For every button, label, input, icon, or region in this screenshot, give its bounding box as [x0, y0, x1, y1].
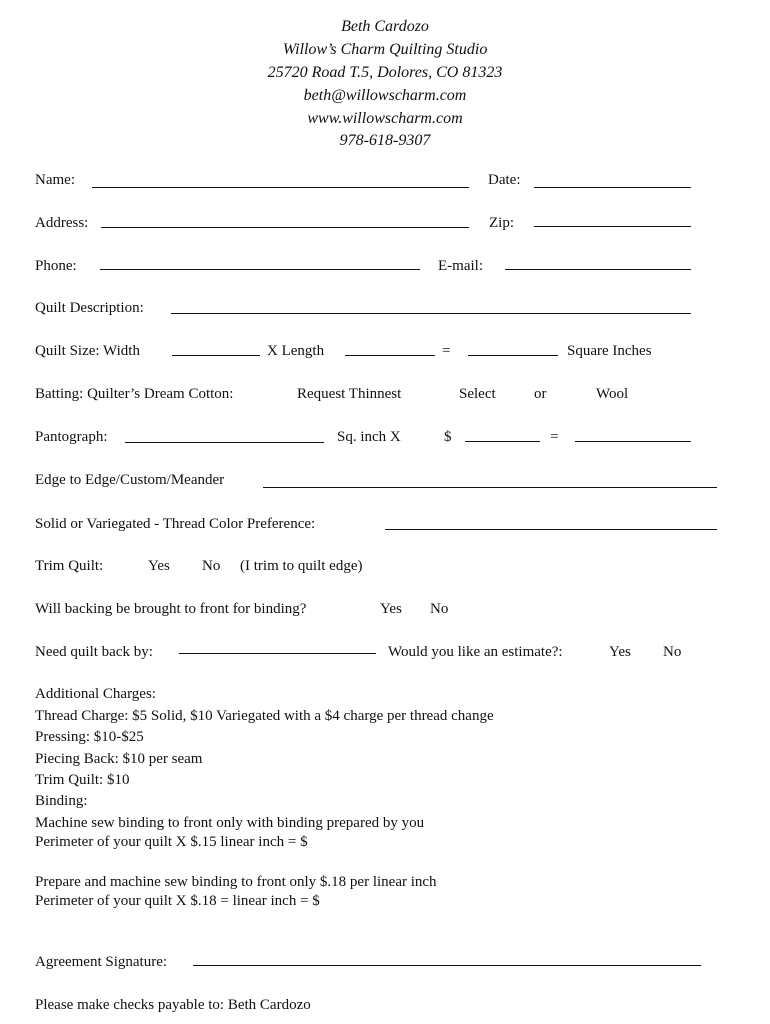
trim-note: (I trim to quilt edge)	[240, 558, 363, 574]
square-inches-field[interactable]	[468, 355, 558, 356]
estimate-no-option[interactable]: No	[663, 644, 682, 660]
signature-field[interactable]	[193, 965, 701, 966]
piecing-charge-text: Piecing Back: $10 per seam	[35, 751, 203, 767]
backing-yes-option[interactable]: Yes	[380, 601, 402, 617]
name-label: Name:	[35, 172, 75, 188]
batting-label: Batting: Quilter’s Dream Cotton:	[35, 386, 234, 402]
quilt-description-label: Quilt Description:	[35, 300, 144, 316]
estimate-yes-option[interactable]: Yes	[609, 644, 631, 660]
perimeter-rate-2-text: Perimeter of your quilt X $.18 = linear inch = $	[35, 893, 320, 909]
trim-quilt-label: Trim Quilt:	[35, 558, 104, 574]
address-field[interactable]	[101, 227, 469, 228]
quilt-width-field[interactable]	[172, 355, 260, 356]
quilt-description-field[interactable]	[171, 313, 691, 314]
sq-inch-x-label: Sq. inch X	[337, 429, 401, 445]
pantograph-total-field[interactable]	[575, 441, 691, 442]
thread-color-label: Solid or Variegated - Thread Color Preference:	[35, 516, 316, 532]
backing-question: Will backing be brought to front for binding?	[35, 601, 307, 617]
trim-yes-option[interactable]: Yes	[148, 558, 170, 574]
machine-sew-binding-text: Machine sew binding to front only with binding prepared by you	[35, 815, 425, 831]
quilt-length-field[interactable]	[345, 355, 435, 356]
dollar-sign: $	[444, 429, 452, 445]
additional-charges-heading: Additional Charges:	[35, 686, 156, 702]
thread-color-field[interactable]	[385, 529, 717, 530]
studio-website: www.willowscharm.com	[307, 110, 463, 127]
studio-name: Willow’s Charm Quilting Studio	[282, 41, 488, 58]
quilt-length-label: X Length	[267, 343, 325, 359]
need-back-by-field[interactable]	[179, 653, 376, 654]
batting-wool-option[interactable]: Wool	[596, 386, 629, 402]
phone-field[interactable]	[100, 269, 420, 270]
pantograph-field[interactable]	[125, 442, 324, 443]
batting-request-thinnest-option[interactable]: Request Thinnest	[297, 386, 402, 402]
studio-email: beth@willowscharm.com	[303, 87, 467, 104]
name-field[interactable]	[92, 187, 469, 188]
email-label: E-mail:	[438, 258, 483, 274]
equals-sign: =	[442, 343, 451, 359]
studio-address: 25720 Road T.5, Dolores, CO 81323	[267, 64, 503, 81]
zip-field[interactable]	[534, 226, 691, 227]
pressing-charge-text: Pressing: $10-$25	[35, 729, 144, 745]
square-inches-label: Square Inches	[567, 343, 652, 359]
need-back-by-label: Need quilt back by:	[35, 644, 153, 660]
studio-phone: 978-618-9307	[339, 132, 431, 149]
studio-owner-name: Beth Cardozo	[341, 18, 429, 35]
address-label: Address:	[35, 215, 89, 231]
edge-to-edge-label: Edge to Edge/Custom/Meander	[35, 472, 225, 488]
trim-charge-text: Trim Quilt: $10	[35, 772, 130, 788]
pantograph-rate-field[interactable]	[465, 441, 540, 442]
edge-to-edge-field[interactable]	[263, 487, 717, 488]
pantograph-label: Pantograph:	[35, 429, 108, 445]
quilt-size-width-label: Quilt Size: Width	[35, 343, 140, 359]
zip-label: Zip:	[489, 215, 514, 231]
or-text: or	[534, 386, 547, 402]
pantograph-equals-sign: =	[550, 429, 559, 445]
backing-no-option[interactable]: No	[430, 601, 449, 617]
estimate-question: Would you like an estimate?:	[388, 644, 563, 660]
trim-no-option[interactable]: No	[202, 558, 221, 574]
perimeter-rate-1-text: Perimeter of your quilt X $.15 linear inch = $	[35, 834, 308, 850]
date-label: Date:	[488, 172, 521, 188]
phone-label: Phone:	[35, 258, 77, 274]
payable-to-text: Please make checks payable to: Beth Cardozo	[35, 997, 311, 1013]
thread-charge-text: Thread Charge: $5 Solid, $10 Variegated with a $4 charge per thread change	[35, 708, 494, 724]
prepare-binding-text: Prepare and machine sew binding to front only $.18 per linear inch	[35, 874, 437, 890]
email-field[interactable]	[505, 269, 691, 270]
binding-heading: Binding:	[35, 793, 88, 809]
signature-label: Agreement Signature:	[35, 954, 168, 970]
batting-select-option[interactable]: Select	[459, 386, 496, 402]
date-field[interactable]	[534, 187, 691, 188]
